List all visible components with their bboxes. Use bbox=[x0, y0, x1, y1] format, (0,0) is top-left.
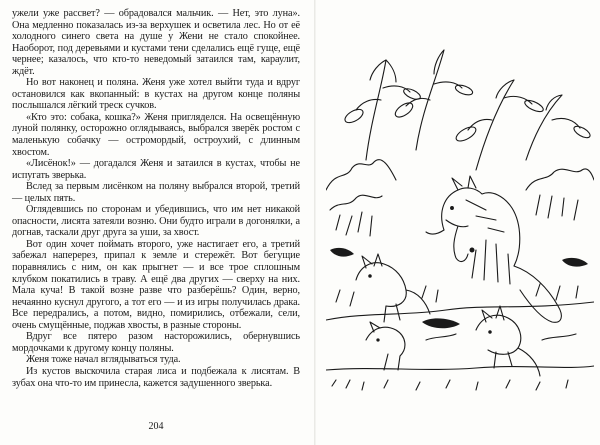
left-page bbox=[12, 8, 300, 433]
paragraph: «Кто это: собака, кошка?» Женя пригляделся. На освещённую луной полянку, осторожно оглядываясь, выбрался зверёк ростом с маленькую собачку — остромордый, остроухий, с длинным хвостом. bbox=[12, 111, 300, 158]
paragraph: Оглядевшись по сторонам и убедившись, что им нет никакой опасности, лисята затеяли возню. Они будто играли в догонялки, а догнав, таскали друг друга за уши, за хвост. bbox=[12, 204, 300, 239]
book-gutter bbox=[314, 0, 316, 445]
paragraph: Вот один хочет поймать второго, уже настигает его, а третий забежал наперерез, припал к земле и стережёт. Вот бегущие поравнялись с ним, он как прыгнет — и все трое сплошным клубком покатились в траву. А ещё два других — сверху на них. Мала куча! В такой возне разве что разберёшь? Один, верно, нечаянно куснул другого, а тот его — и из игры получилась драка. Все передрались, а потом, видно, помирились, отбежали, сели, очень смущённые, поджав хвосты, в разные стороны. bbox=[12, 238, 300, 331]
paragraph: «Лисёнок!» — догадался Женя и затаился в кустах, чтобы не испугать зверька. bbox=[12, 158, 300, 181]
ink-drawing bbox=[326, 40, 594, 398]
paragraph: Из кустов выскочила старая лиса и подбежала к лисятам. В зубах она что-то им принесла, кажется задушенного зверька. bbox=[12, 365, 300, 389]
fox-family-illustration bbox=[326, 40, 594, 398]
paragraph: ужели уже рассвет? — обрадовался мальчик. — Нет, это луна». Она медленно показалась из-за верхушек и осветила лес. Но от её холодного синего света на душе у Жени не стало спокойнее. Наоборот, под деревьями и кустами тени сделались ещё гуще, ещё чернее; казалось, что кто-то неведомый затаился там, караулит, ждёт. bbox=[12, 8, 300, 77]
paragraph: Но вот наконец и поляна. Женя уже хотел выйти туда и вдруг остановился как вкопанный: в кустах на другом конце поляны послышался лёгкий треск сучков. bbox=[12, 77, 300, 112]
paragraph: Женя тоже начал вглядываться туда. bbox=[26, 354, 181, 366]
paragraph: Вслед за первым лисёнком на поляну выбрался второй, третий — целых пять. bbox=[12, 181, 300, 204]
paragraph: Вдруг все пятеро разом насторожились, обернувшись мордочками к другому концу поляны. bbox=[12, 331, 300, 354]
text-column bbox=[12, 8, 300, 389]
page-number: 204 bbox=[148, 421, 164, 432]
